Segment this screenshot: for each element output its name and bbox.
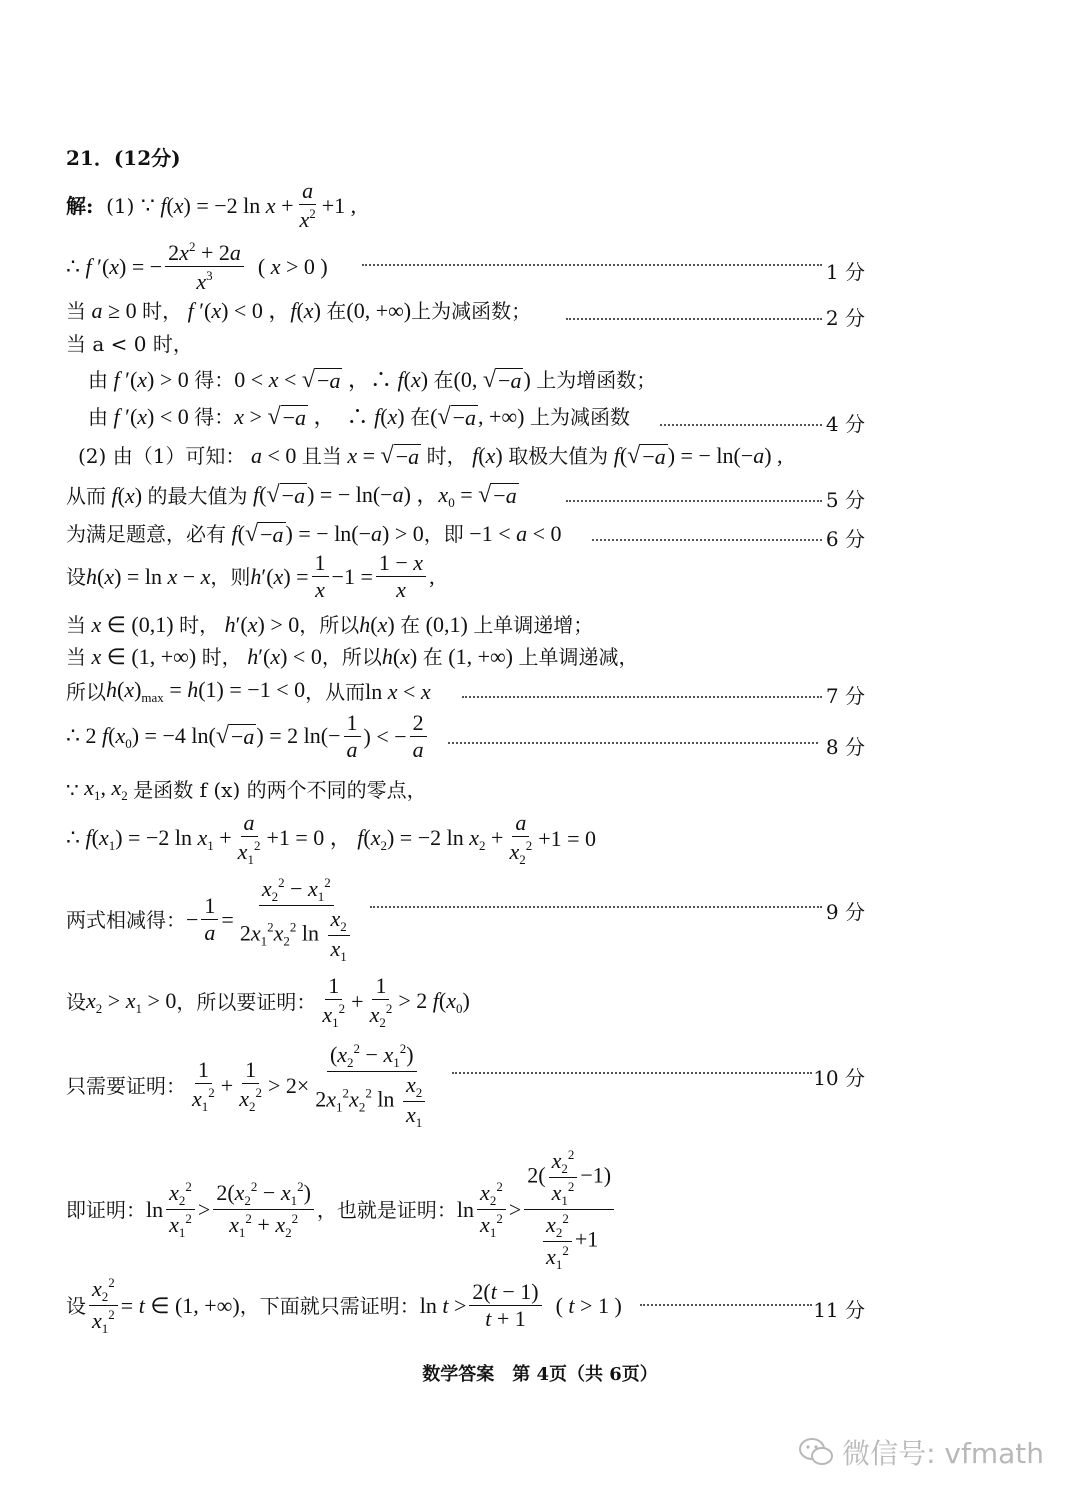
leader-dots [452,1072,812,1074]
only-need-line: 只需要证明： $\frac{1}{x_1^2}$ + $\frac{1}{x_2^2}$ > 2× $(x_2^2 - x_1^2)$ $2x_1^2x_2^2$ ln $\frac{x_2}{x_1}$ [66,1042,434,1129]
score-8: 8 分 [825,735,865,759]
problem-number: 21． [66,146,114,170]
score-11: 11 分 [813,1298,865,1322]
solution-line-1: 解: (1) ∵ f(x) = −2 ln x + $\frac{a}{x^2}$ +1 , [66,178,357,232]
subtract-line: 两式相减得： − $\frac{1}{a}$ = $x_2^2 - x_1^2$ $2x_1^2x_2^2$ ln $\frac{x_2}{x_1}$ [66,876,359,963]
increasing-line: 由 f ′(x) > 0 得： 0 < x < √ −a ，∴ f(x) 在 (0, √ −a ) 上为增函数； [88,367,657,393]
t-line: 设 $\frac{x_2^2}{x_1^2}$ = t ∈ (1, +∞) ，下面就只需证明： ln t > $\frac{2(t - 1)}{t + 1}$ ( t > 1 ) [66,1275,622,1336]
condition-line: 为满足题意，必有 f( √ −a ) = − ln(−a) > 0 ，即 −1 < a < 0 [66,521,562,547]
zeros-line: ∵ $x_1$, $x_2$ 是函数 f (x) 的两个不同的零点， [66,775,427,803]
decreasing-line: 由 f ′(x) < 0 得： x > √ −a ， ∴ f(x) 在 ( √ −a , +∞) 上为减函数 [88,404,630,430]
score-6: 6 分 [825,527,865,551]
leader-dots [566,318,822,320]
score-5: 5 分 [825,488,865,512]
score-7: 7 分 [825,684,865,708]
prove-line: 设 $x_2 > x_1 > 0$ ，所以要证明： $\frac{1}{x_1^2}$ + $\frac{1}{x_2^2}$ > 2 $f(x_0)$ [66,973,470,1030]
score-2: 2 分 [825,306,865,330]
score-4: 4 分 [825,412,865,436]
leader-dots [462,696,822,698]
derivative-line: ∴ f ′(x) = − $\frac{2x^2 + 2a}{x^3}$ ( x > 0 ) [66,239,328,294]
leader-dots [566,500,822,502]
leader-dots [370,906,822,908]
h-inc-line: 当 x ∈ (0,1) 时， h′(x) > 0 ，所以 h(x) 在 (0,1) 上单调递增； [66,612,594,637]
wechat-icon [798,1437,834,1467]
score-1: 1 分 [825,260,865,284]
h-dec-line: 当 x ∈ (1, +∞) 时， h′(x) < 0 ，所以 h(x) 在 (1, +∞) 上单调递减， [66,644,639,669]
max-value-line: 从而 f(x) 的最大值为 f( √ −a ) = − ln(−a) ，$x_0$ = √ −a [66,482,517,510]
leader-dots [660,424,822,426]
case-a-ge0: 当 a ≥ 0 时， f ′(x) < 0 ，f(x) 在 (0, +∞) 上为减函数； [66,298,532,323]
watermark-text: 微信号: vfmath [842,1437,1044,1470]
leader-dots [448,742,818,744]
h-define-line: 设 h(x) = ln x − x ，则 h′(x) = $\frac{1}{x}$ −1 = $\frac{1 - x}{x}$ , [66,550,435,602]
watermark [798,1432,1044,1472]
ie-prove-line: 即证明： ln $\frac{x_2^2}{x_1^2}$ > $\frac{2(x_2^2 - x_1^2)}{x_1^2 + x_2^2}$ ，也就是证明： ln $\frac{x_2^2}{x_1^2}$ > 2( $\frac{x_2^2}{x_1^2}$ −1) $\frac{x_2^2}{x_1^2}$ +1 [66,1148,617,1271]
score-10: 10 分 [813,1066,865,1090]
zero-equations: ∴ $f(x_1) = -2$ $\ln x_1$ + $\frac{a}{x_1^2}$ +1 = 0 ， $f(x_2) = -2$ $\ln x_2$ + $\frac{a}{x_2^2}$ +1 = 0 [66,810,597,867]
case-a-lt0: 当 a < 0 时， [66,332,193,356]
leader-dots [592,539,822,541]
leader-dots [640,1304,812,1306]
problem-header [66,148,181,168]
score-9: 9 分 [825,900,865,924]
problem-points: (12分) [113,146,181,170]
fx0-line: ∴ 2 $f(x_0) = -4$ ln( √ −a ) = 2 ln(− $\frac{1}{a}$ ) < − $\frac{2}{a}$ [66,712,430,761]
leader-dots [362,264,822,266]
page-footer: 数学答案 第 4页（共 6页） [422,1364,658,1385]
part2-line: (2) 由（1）可知： a < 0 且当 x = √ −a 时， f(x) 取极大值为 f( √ −a ) = − ln(−a) , [78,443,783,469]
h-max-line: 所以 $h(x)_{max} = h(1) = -1 < 0$ ，从而 ln x < x [66,677,431,705]
